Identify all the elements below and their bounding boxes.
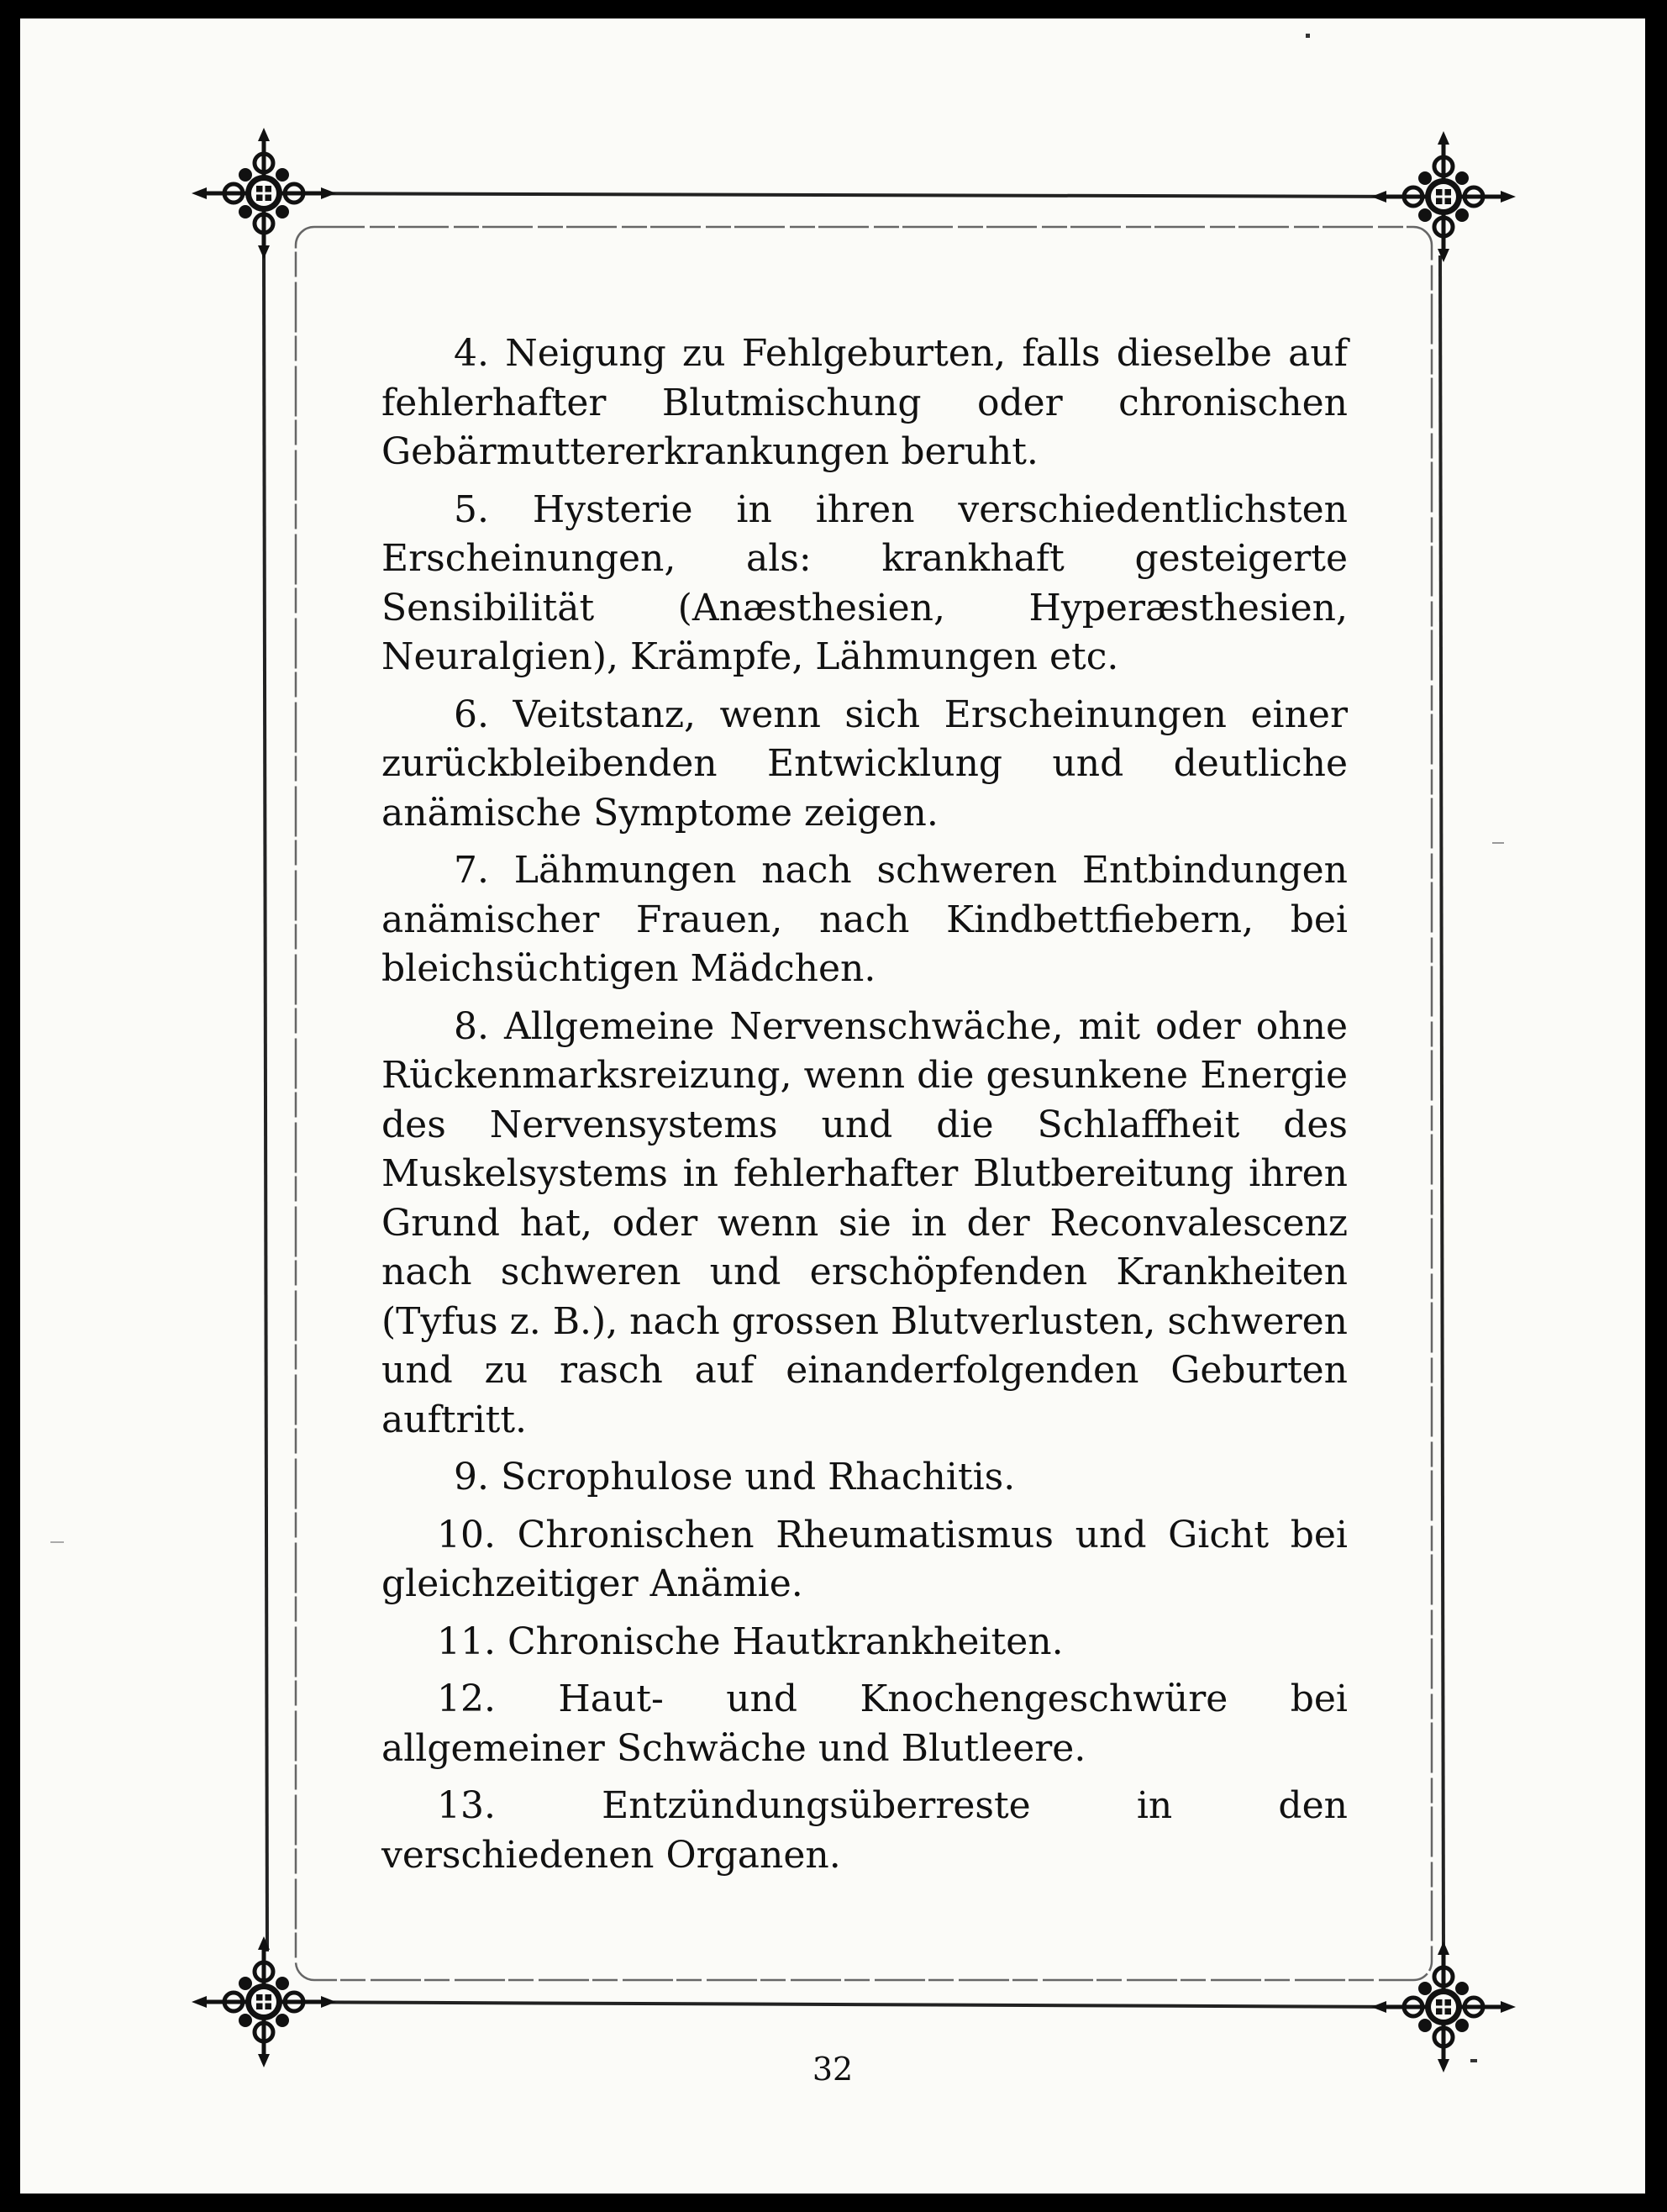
corner-ornament-top-right [1371,131,1516,262]
page-number: 32 [812,2051,854,2088]
scan-speck [1492,842,1504,844]
list-item [381,1675,1348,1773]
item-text: Neigung zu Fehlgeburten, falls dieselbe auf fehlerhafter Blutmischung oder chronischen Gebärmuttererkrankungen beruht. [381,332,1348,473]
list-item [381,1782,1348,1880]
scan-speck [1306,34,1310,38]
item-number: 6. [454,693,489,736]
scan-speck [50,1541,64,1543]
item-text: Entzündungsüberreste in den verschiedenen Organen. [381,1784,1348,1877]
item-text: Chronischen Rheumatismus und Gicht bei gleichzeitiger Anämie. [381,1513,1348,1605]
list-item [381,329,1348,477]
scan-speck [1470,2059,1477,2062]
item-number: 9. [454,1456,489,1498]
item-number: 11. [437,1620,496,1663]
page-body-text [381,329,1348,1888]
list-item [381,1003,1348,1446]
item-number: 5. [454,487,489,531]
item-text: Allgemeine Nervenschwäche, mit oder ohne Rückenmarksreizung, wenn die gesunkene Energie des Nervensystems und die Schlaffheit des Muskelsystems in fehlerhafter Blutbereitung ihren Grund hat, oder wenn sie in der Reconvalescenz nach schweren und erschöpfenden Krankheiten (Tyfus z. B.), nach grossen Blutverlusten, schweren und zu rasch auf einanderfolgenden Geburten auftritt. [381,1004,1348,1441]
item-text: Hysterie in ihren verschiedentlichsten Erscheinungen, als: krankhaft gesteigerte Sensibilität (Anæsthesien, Hyperæsthesien, Neuralgien), Krämpfe, Lähmungen etc. [381,487,1348,678]
corner-ornament-top-left [192,128,336,259]
item-text: Veitstanz, wenn sich Erscheinungen einer zurückbleibenden Entwicklung und deutliche anämische Symptome zeigen. [381,693,1348,835]
item-number: 7. [454,849,489,892]
item-number: 13. [437,1784,496,1827]
item-text: Scrophulose und Rhachitis. [500,1456,1016,1498]
list-item [381,846,1348,994]
item-number: 8. [454,1004,489,1048]
list-item [381,1618,1348,1667]
item-number: 10. [437,1513,496,1556]
item-text: Haut- und Knochengeschwüre bei allgemeiner Schwäche und Blutleere. [381,1677,1348,1770]
corner-ornament-bottom-left [192,1936,336,2067]
item-text: Lähmungen nach schweren Entbindungen anämischer Frauen, nach Kindbettfiebern, bei bleichsüchtigen Mädchen. [381,849,1348,990]
item-text: Chronische Hautkrankheiten. [507,1620,1064,1663]
item-number: 12. [437,1677,496,1720]
book-page [20,18,1645,2194]
list-item [381,691,1348,839]
item-number: 4. [454,332,489,375]
list-item [381,1453,1348,1503]
list-item [381,1511,1348,1609]
list-item [381,486,1348,682]
